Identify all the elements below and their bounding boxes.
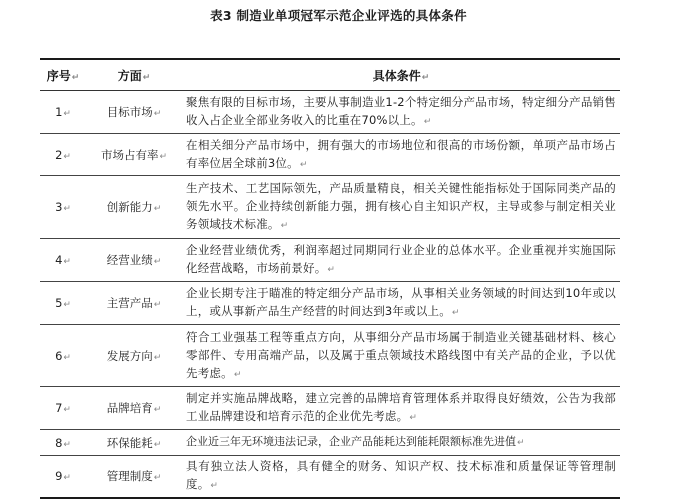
- row-seq: [40, 91, 86, 134]
- paragraph-mark: ↵: [63, 151, 71, 162]
- row-seq: [40, 387, 86, 430]
- paragraph-mark: ↵: [153, 473, 162, 484]
- row-condition-text: 企业经营业绩优秀，利润率超过同期同行业企业的总体水平。企业重视并实施国际化经营战略，市场前景好。: [186, 243, 616, 275]
- paragraph-mark: ↵: [421, 72, 430, 83]
- row-aspect-value: 创新能力: [106, 200, 153, 214]
- paragraph-mark: ↵: [63, 300, 71, 310]
- row-condition-text: 企业近三年无环境违法记录，企业产品能耗达到能耗限额标准先进值: [186, 435, 516, 448]
- table-row: [40, 456, 620, 498]
- row-aspect-value: 目标市场: [106, 105, 153, 119]
- row-seq: [40, 239, 86, 282]
- row-condition: [182, 239, 620, 282]
- paragraph-mark: ↵: [423, 117, 432, 127]
- row-aspect: [86, 134, 182, 176]
- row-aspect: [86, 239, 182, 282]
- row-seq: [40, 176, 86, 239]
- row-seq-value: 4: [55, 253, 63, 267]
- row-aspect: [86, 282, 182, 325]
- header-condition: [182, 59, 620, 91]
- paragraph-mark: ↵: [153, 204, 162, 214]
- paragraph-mark: ↵: [71, 72, 80, 83]
- header-aspect: [86, 59, 182, 91]
- row-seq: [40, 456, 86, 498]
- row-seq: [40, 325, 86, 387]
- paragraph-mark: ↵: [210, 481, 219, 492]
- row-condition-text: 在相关细分产品市场中，拥有强大的市场地位和很高的市场份额，单项产品市场占有率位居全球前3位。: [186, 137, 616, 170]
- paragraph-mark: ↵: [63, 473, 71, 484]
- paragraph-mark: ↵: [153, 439, 162, 450]
- row-aspect-value: 市场占有率: [100, 147, 159, 162]
- paragraph-mark: ↵: [451, 308, 460, 318]
- row-aspect: [86, 325, 182, 387]
- row-aspect: [86, 387, 182, 430]
- paragraph-mark: ↵: [517, 438, 525, 448]
- paragraph-mark: ↵: [159, 151, 168, 162]
- paragraph-mark: ↵: [153, 257, 162, 267]
- paragraph-mark: ↵: [63, 204, 71, 214]
- row-seq-value: 6: [55, 348, 63, 363]
- row-condition: [182, 387, 620, 430]
- header-aspect-label: 方面: [117, 68, 142, 83]
- paragraph-mark: ↵: [153, 405, 162, 415]
- row-condition: [182, 91, 620, 134]
- paragraph-mark: ↵: [63, 257, 71, 267]
- row-aspect-value: 经营业绩: [106, 253, 153, 267]
- row-seq-value: 2: [55, 147, 63, 162]
- row-aspect-value: 发展方向: [106, 348, 153, 363]
- table-row: [40, 134, 620, 176]
- table-row: [40, 91, 620, 134]
- table-row: [40, 387, 620, 430]
- row-aspect-value: 品牌培育: [106, 401, 153, 415]
- row-seq-value: 9: [55, 469, 63, 484]
- table-row: [40, 176, 620, 239]
- table-row: [40, 282, 620, 325]
- paragraph-mark: ↵: [299, 159, 308, 170]
- row-condition: [182, 134, 620, 176]
- paragraph-mark: ↵: [233, 369, 242, 380]
- row-seq: [40, 282, 86, 325]
- table-row: [40, 239, 620, 282]
- paragraph-mark: ↵: [153, 352, 162, 363]
- table-title: 表3 制造业单项冠军示范企业评选的具体条件: [210, 8, 467, 23]
- header-seq: [40, 59, 86, 91]
- paragraph-mark: ↵: [409, 413, 418, 423]
- row-condition: [182, 325, 620, 387]
- row-seq-value: 7: [55, 401, 63, 415]
- row-condition-text: 生产技术、工艺国际领先，产品质量精良，相关关键性能指标处于国际同类产品的领先水平。企业持续创新能力强，拥有核心自主知识产权，主导或参与制定相关业务领域技术标准。: [186, 181, 616, 231]
- row-condition-text: 制定并实施品牌战略，建立完善的品牌培育管理体系并取得良好绩效，公告为我部工业品牌建设和培育示范的企业优先考虑。: [186, 391, 616, 423]
- row-condition-text: 符合工业强基工程等重点方向，从事细分产品市场属于制造业关键基础材料、核心零部件、专用高端产品，以及属于重点领域技术路线图中有关产品的企业，予以优先考虑。: [186, 329, 616, 380]
- paragraph-mark: ↵: [280, 221, 289, 231]
- row-seq: [40, 430, 86, 456]
- paragraph-mark: ↵: [63, 352, 71, 363]
- row-aspect: [86, 430, 182, 456]
- paragraph-mark: ↵: [153, 300, 162, 310]
- row-aspect-value: 环保能耗: [106, 435, 153, 450]
- row-condition: [182, 282, 620, 325]
- header-seq-label: 序号: [46, 68, 71, 83]
- row-condition-text: 具有独立法人资格，具有健全的财务、知识产权、技术标准和质量保证等管理制度。: [186, 459, 616, 492]
- row-seq-value: 3: [55, 200, 63, 214]
- row-condition: [182, 430, 620, 456]
- row-condition: [182, 456, 620, 498]
- row-condition-text: 企业长期专注于瞄准的特定细分产品市场，从事相关业务领域的时间达到10年或以上，或从事新产品生产经营的时间达到3年或以上。: [186, 286, 616, 318]
- paragraph-mark: ↵: [63, 405, 71, 415]
- row-seq-value: 8: [55, 435, 63, 450]
- row-seq-value: 1: [55, 105, 63, 119]
- criteria-table: [40, 58, 620, 499]
- row-condition: [182, 176, 620, 239]
- row-aspect: [86, 91, 182, 134]
- row-aspect-value: 管理制度: [106, 469, 153, 484]
- table-header-row: [40, 59, 620, 91]
- paragraph-mark: ↵: [142, 72, 151, 83]
- row-condition-text: 聚焦有限的目标市场，主要从事制造业1-2个特定细分产品市场，特定细分产品销售收入占企业全部业务收入的比重在70%以上。: [186, 95, 616, 127]
- row-aspect: [86, 176, 182, 239]
- row-seq: [40, 134, 86, 176]
- paragraph-mark: ↵: [153, 109, 162, 119]
- paragraph-mark: ↵: [327, 265, 336, 275]
- paragraph-mark: ↵: [63, 439, 71, 450]
- row-seq-value: 5: [55, 296, 63, 310]
- row-aspect: [86, 456, 182, 498]
- row-aspect-value: 主营产品: [106, 296, 153, 310]
- header-condition-label: 具体条件: [372, 68, 421, 83]
- paragraph-mark: ↵: [63, 109, 71, 119]
- table-row: [40, 430, 620, 456]
- table-row: [40, 325, 620, 387]
